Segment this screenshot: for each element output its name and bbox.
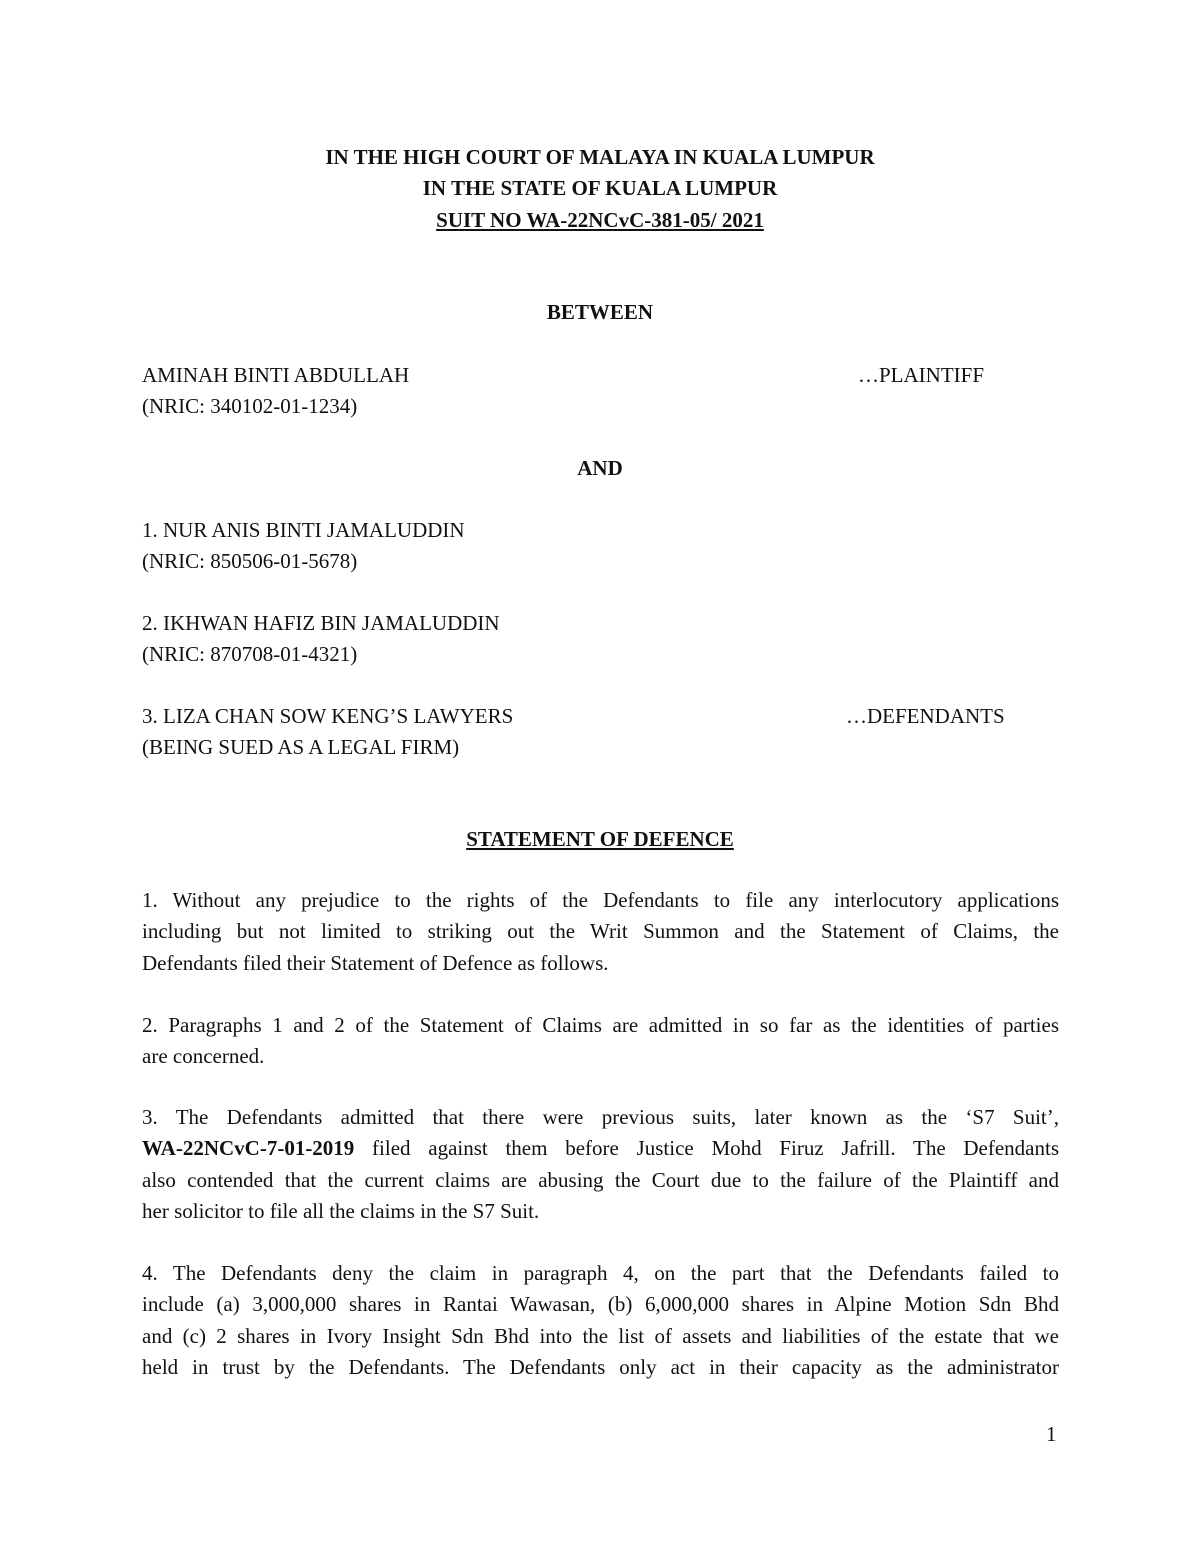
plaintiff-name: AMINAH BINTI ABDULLAH bbox=[142, 363, 410, 387]
defendant-1-nric: (NRIC: 850506-01-5678) bbox=[142, 549, 358, 573]
paragraph-1 bbox=[142, 885, 1059, 979]
paragraph-4-line-3: and (c) 2 shares in Ivory Insight Sdn Bhd into the list of assets and liabilities of the estate that we bbox=[142, 1323, 1059, 1348]
suit-number bbox=[0, 204, 1200, 236]
paragraph-4 bbox=[142, 1258, 1059, 1383]
defendant-3-description: (BEING SUED AS A LEGAL FIRM) bbox=[142, 735, 460, 759]
statement-title bbox=[0, 823, 1200, 855]
plaintiff-role: …PLAINTIFF bbox=[858, 363, 985, 387]
state-title: IN THE STATE OF KUALA LUMPUR bbox=[422, 176, 778, 200]
plaintiff-nric: (NRIC: 340102-01-1234) bbox=[142, 394, 358, 418]
paragraph-1-line-2: including but not limited to striking out the Writ Summon and the Statement of Claims, the bbox=[142, 919, 1059, 944]
defendant-2-name: 2. IKHWAN HAFIZ BIN JAMALUDDIN bbox=[142, 611, 500, 635]
defendants-role: …DEFENDANTS bbox=[846, 704, 1005, 728]
and-heading: AND bbox=[577, 456, 623, 480]
defendant-3-name: 3. LIZA CHAN SOW KENG’S LAWYERS bbox=[142, 704, 514, 728]
suit-number-text: SUIT NO WA-22NCvC-381-05/ 2021 bbox=[436, 208, 764, 232]
paragraph-4-line-1: 4. The Defendants deny the claim in paragraph 4, on the part that the Defendants failed to bbox=[142, 1261, 1059, 1285]
paragraph-2-line-1: 2. Paragraphs 1 and 2 of the Statement of Claims are admitted in so far as the identities of parties bbox=[142, 1013, 1059, 1037]
paragraph-2-line-2: are concerned. bbox=[142, 1044, 265, 1069]
between-heading: BETWEEN bbox=[546, 300, 654, 324]
paragraph-2 bbox=[142, 1010, 1059, 1073]
paragraph-3-line-2-rest: filed against them before Justice Mohd Firuz Jafrill. The Defendants bbox=[354, 1136, 1059, 1161]
defendant-1-name: 1. NUR ANIS BINTI JAMALUDDIN bbox=[142, 518, 465, 542]
paragraph-3-line-4: her solicitor to file all the claims in the S7 Suit. bbox=[142, 1198, 540, 1223]
statement-title-text: STATEMENT OF DEFENCE bbox=[466, 827, 734, 851]
paragraph-4-line-4: held in trust by the Defendants. The Defendants only act in their capacity as the administrator bbox=[142, 1354, 1059, 1379]
page-number: 1 bbox=[1046, 1422, 1057, 1446]
paragraph-1-line-3: Defendants filed their Statement of Defence as follows. bbox=[142, 950, 609, 975]
defendant-2-nric: (NRIC: 870708-01-4321) bbox=[142, 642, 358, 666]
paragraph-1-line-1: 1. Without any prejudice to the rights of the Defendants to file any interlocutory applications bbox=[142, 888, 1059, 912]
paragraph-3-line-2 bbox=[142, 1133, 1059, 1164]
paragraph-4-line-2: include (a) 3,000,000 shares in Rantai Wawasan, (b) 6,000,000 shares in Alpine Motion Sdn Bhd bbox=[142, 1292, 1059, 1317]
paragraph-3-line-3: also contended that the current claims are abusing the Court due to the failure of the Plaintiff and bbox=[142, 1167, 1059, 1192]
paragraph-3 bbox=[142, 1102, 1059, 1227]
suit-reference: WA-22NCvC-7-01-2019 bbox=[142, 1136, 355, 1161]
court-title: IN THE HIGH COURT OF MALAYA IN KUALA LUMPUR bbox=[325, 145, 875, 169]
paragraph-3-line-1: 3. The Defendants admitted that there were previous suits, later known as the ‘S7 Suit’, bbox=[142, 1105, 1059, 1129]
